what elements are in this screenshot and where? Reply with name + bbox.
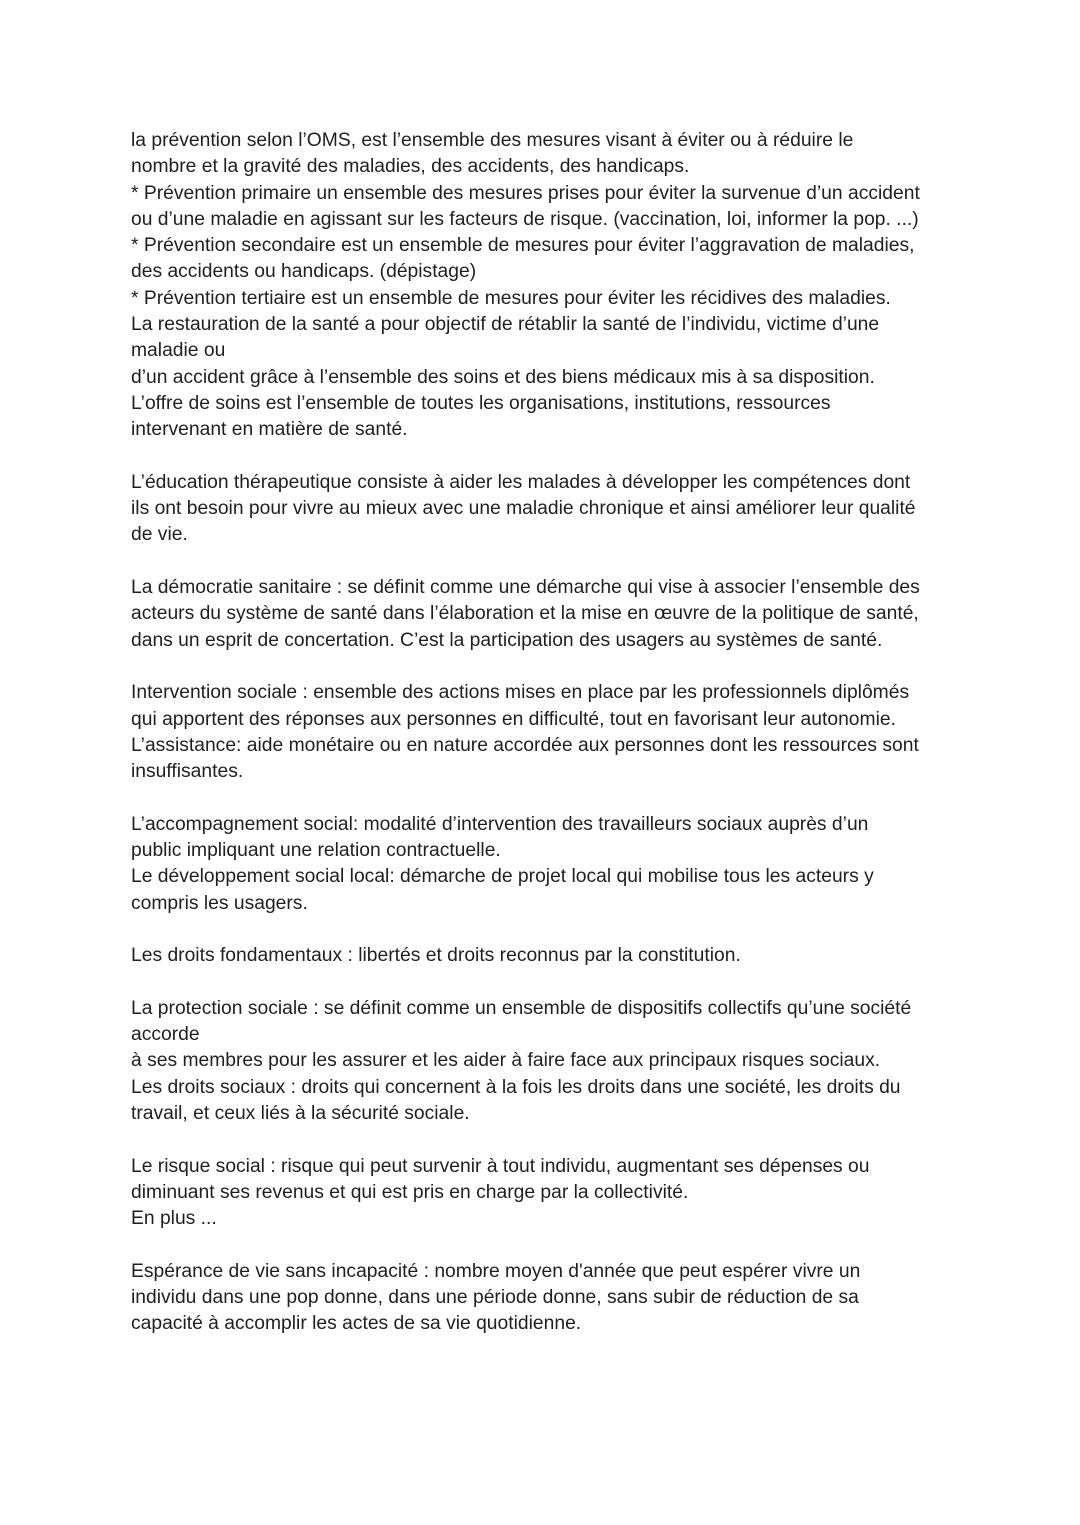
text-line: * Prévention tertiaire est un ensemble de mesures pour éviter les récidives des maladies. [131,287,891,309]
text-line: Les droits sociaux : droits qui concernent à la fois les droits dans une société, les droits du [131,1076,901,1098]
text-line: accorde [131,1024,200,1046]
text-line: * Prévention primaire un ensemble des mesures prises pour éviter la survenue d’un accident [131,182,920,204]
text-line: ou d’une maladie en agissant sur les facteurs de risque. (vaccination, loi, informer la pop. ...) [131,208,919,230]
text-line: L’éducation thérapeutique consiste à aider les malades à développer les compétences dont [131,471,911,493]
text-line: Le développement social local: démarche de projet local qui mobilise tous les acteurs y [131,866,874,888]
text-line: La restauration de la santé a pour objectif de rétablir la santé de l’individu, victime d’une [131,314,880,336]
paragraph-gap [131,785,961,811]
text-line: d’un accident grâce à l’ensemble des soins et des biens médicaux mis à sa disposition. [131,366,875,388]
text-line: La démocratie sanitaire : se définit comme une démarche qui vise à associer l’ensemble des [131,577,920,599]
text-line: individu dans une pop donne, dans une période donne, sans subir de réduction de sa [131,1287,859,1309]
text-line: ils ont besoin pour vivre au mieux avec une maladie chronique et ainsi améliorer leur qualité [131,498,916,520]
text-line: la prévention selon l’OMS, est l’ensemble des mesures visant à éviter ou à réduire le [131,130,854,151]
text-line: L’accompagnement social: modalité d’intervention des travailleurs sociaux auprès d’un [131,813,869,835]
paragraph-gap [131,654,961,680]
text-line: Les droits fondamentaux : libertés et droits reconnus par la constitution. [131,945,741,967]
paragraph-gap [131,917,961,943]
text-line: diminuant ses revenus et qui est pris en charge par la collectivité. [131,1181,689,1203]
text-line: travail, et ceux liés à la sécurité sociale. [131,1102,470,1124]
text-line: Intervention sociale : ensemble des actions mises en place par les professionnels diplômés [131,682,910,704]
text-line: L’assistance: aide monétaire ou en nature accordée aux personnes dont les ressources sont [131,734,919,756]
text-line: des accidents ou handicaps. (dépistage) [131,261,477,283]
text-line: dans un esprit de concertation. C’est la participation des usagers au systèmes de santé. [131,629,883,651]
text-line: intervenant en matière de santé. [131,419,408,441]
text-line: compris les usagers. [131,892,308,914]
paragraph-gap [131,444,961,470]
document-page [131,128,961,1338]
text-line: public impliquant une relation contractuelle. [131,840,501,862]
paragraph-gap [131,1232,961,1258]
text-line: de vie. [131,524,188,546]
text-line: * Prévention secondaire est un ensemble de mesures pour éviter l’aggravation de maladies, [131,235,915,257]
text-line: Le risque social : risque qui peut survenir à tout individu, augmentant ses dépenses ou [131,1155,870,1177]
paragraph-gap [131,549,961,575]
text-line: La protection sociale : se définit comme un ensemble de dispositifs collectifs qu’une société [131,997,912,1019]
text-line: insuffisantes. [131,761,244,783]
text-line: Espérance de vie sans incapacité : nombre moyen d'année que peut espérer vivre un [131,1260,861,1282]
text-line: qui apportent des réponses aux personnes en difficulté, tout en favorisant leur autonomie. [131,708,896,730]
paragraph-gap [131,1127,961,1153]
text-line: L’offre de soins est l’ensemble de toutes les organisations, institutions, ressources [131,392,831,414]
text-line: En plus ... [131,1208,217,1230]
text-line: capacité à accomplir les actes de sa vie quotidienne. [131,1313,582,1335]
text-line: à ses membres pour les assurer et les aider à faire face aux principaux risques sociaux. [131,1050,881,1072]
text-line: nombre et la gravité des maladies, des accidents, des handicaps. [131,156,690,178]
text-line: acteurs du système de santé dans l’élaboration et la mise en œuvre de la politique de santé, [131,603,919,625]
text-line: maladie ou [131,340,226,362]
paragraph-gap [131,970,961,996]
